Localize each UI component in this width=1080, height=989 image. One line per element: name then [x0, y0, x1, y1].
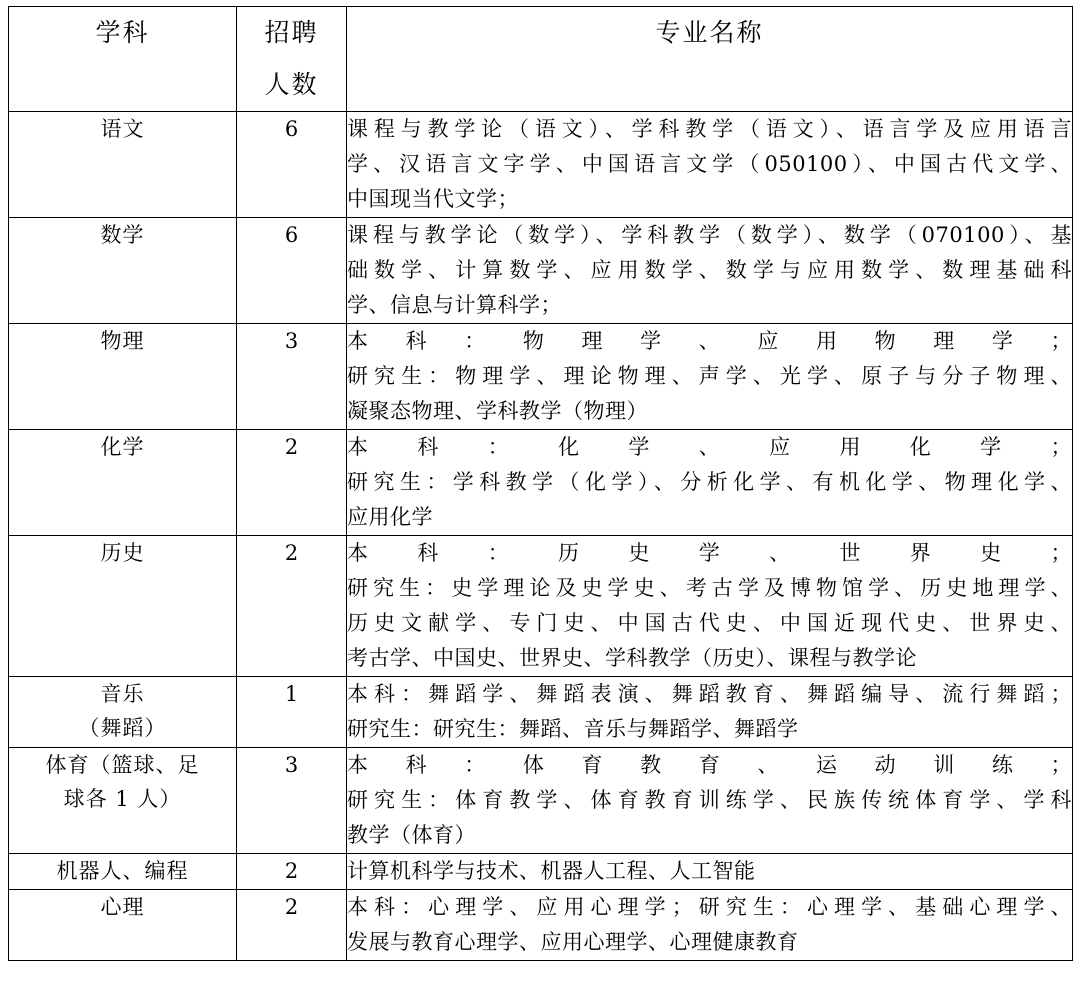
major-line: 本科：历史学、世界史； [347, 541, 1072, 565]
cell-count: 2 [237, 430, 347, 536]
major-line: 中国现当代文学； [347, 187, 519, 211]
cell-majors [347, 748, 1073, 854]
column-header-count-line2: 人数 [264, 70, 319, 99]
major-line: 应用化学 [347, 505, 433, 529]
major-line: 历史文献学、专门史、中国古代史、中国近现代史、世界史、 [347, 611, 1072, 635]
cell-majors [347, 324, 1073, 430]
table-row [9, 218, 1073, 324]
column-header-subject: 学科 [9, 7, 237, 112]
subject-line: 球各 1 人） [63, 787, 182, 811]
major-line: 研究生：学科教学（化学）、分析化学、有机化学、物理化学、 [347, 470, 1072, 494]
column-header-majors: 专业名称 [347, 7, 1073, 112]
subject-line: 物理 [100, 329, 145, 353]
major-line: 本科：化学、应用化学； [347, 435, 1072, 459]
cell-count: 2 [237, 854, 347, 890]
major-line: 研究生：物理学、理论物理、声学、光学、原子与分子物理、 [347, 364, 1072, 388]
table-row [9, 854, 1073, 890]
cell-majors [347, 536, 1073, 677]
cell-subject [9, 430, 237, 536]
cell-majors [347, 112, 1073, 218]
table-row [9, 112, 1073, 218]
subject-line: 化学 [100, 435, 145, 459]
column-header-count [237, 7, 347, 112]
major-line: 课程与教学论（数学）、学科教学（数学）、数学（070100）、基 [347, 223, 1072, 247]
cell-count: 2 [237, 890, 347, 961]
major-line: 教学（体育） [347, 823, 476, 847]
cell-count: 1 [237, 677, 347, 748]
cell-majors [347, 890, 1073, 961]
cell-count: 3 [237, 324, 347, 430]
subject-line: 历史 [100, 541, 145, 565]
cell-subject [9, 890, 237, 961]
cell-subject [9, 854, 237, 890]
major-line: 计算机科学与技术、机器人工程、人工智能 [347, 859, 756, 883]
subject-line: 语文 [100, 117, 145, 141]
cell-subject [9, 324, 237, 430]
subject-line: 数学 [100, 223, 145, 247]
major-line: 本科：心理学、应用心理学；研究生：心理学、基础心理学、 [347, 895, 1072, 919]
major-line: 研究生：研究生：舞蹈、音乐与舞蹈学、舞蹈学 [347, 717, 799, 741]
cell-subject [9, 218, 237, 324]
subject-line: 心理 [100, 895, 145, 919]
cell-majors [347, 430, 1073, 536]
major-line: 本科：体育教育、运动训练； [347, 753, 1072, 777]
cell-count: 3 [237, 748, 347, 854]
cell-majors [347, 677, 1073, 748]
table-header-row [9, 7, 1073, 112]
cell-count: 2 [237, 536, 347, 677]
cell-subject [9, 677, 237, 748]
major-line: 本科：舞蹈学、舞蹈表演、舞蹈教育、舞蹈编导、流行舞蹈； [347, 682, 1072, 706]
major-line: 本科：物理学、应用物理学； [347, 329, 1072, 353]
subject-line: 机器人、编程 [56, 859, 189, 883]
table-row [9, 890, 1073, 961]
column-header-count-line1: 招聘 [264, 18, 319, 47]
table-header [9, 7, 1073, 112]
major-line: 学、汉语言文字学、中国语言文学（050100）、中国古代文学、 [347, 152, 1072, 176]
table-row [9, 324, 1073, 430]
cell-majors [347, 854, 1073, 890]
subject-line: （舞蹈） [78, 716, 167, 740]
major-line: 课程与教学论（语文）、学科教学（语文）、语言学及应用语言 [347, 117, 1072, 141]
subject-line: 音乐 [100, 682, 145, 706]
table-row [9, 536, 1073, 677]
table-row [9, 748, 1073, 854]
subject-line: 体育（篮球、足 [45, 753, 200, 777]
table-body [9, 112, 1073, 961]
table-row [9, 677, 1073, 748]
recruitment-plan-table [8, 6, 1073, 961]
major-line: 发展与教育心理学、应用心理学、心理健康教育 [347, 930, 799, 954]
major-line: 考古学、中国史、世界史、学科教学（历史）、课程与教学论 [347, 646, 917, 670]
major-line: 研究生：史学理论及史学史、考古学及博物馆学、历史地理学、 [347, 576, 1072, 600]
cell-subject [9, 112, 237, 218]
cell-majors [347, 218, 1073, 324]
cell-subject [9, 748, 237, 854]
cell-count: 6 [237, 112, 347, 218]
major-line: 凝聚态物理、学科教学（物理） [347, 399, 648, 423]
table-row [9, 430, 1073, 536]
major-line: 础数学、计算数学、应用数学、数学与应用数学、数理基础科 [347, 258, 1072, 282]
major-line: 研究生：体育教学、体育教育训练学、民族传统体育学、学科 [347, 788, 1072, 812]
major-line: 学、信息与计算科学； [347, 293, 562, 317]
cell-subject [9, 536, 237, 677]
cell-count: 6 [237, 218, 347, 324]
